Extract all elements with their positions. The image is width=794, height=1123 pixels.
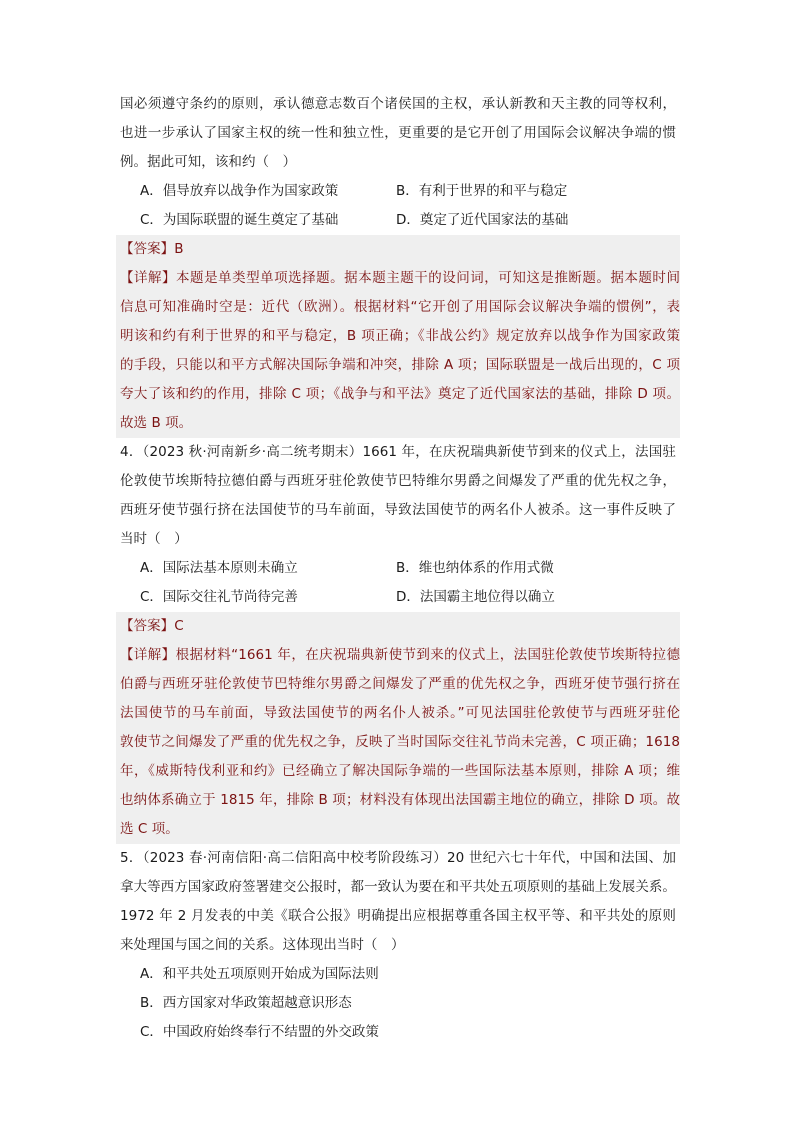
question-4-stem bbox=[120, 438, 676, 554]
stem-line: 国必须遵守条约的原则，承认德意志数百个诸侯国的主权，承认新教和天主教的同等权利， bbox=[120, 96, 676, 112]
detail-line: 【详解】根据材料“1661 年，在庆祝瑞典新使节到来的仪式上，法国驻伦敦使节埃斯特拉德 bbox=[120, 647, 680, 663]
answer-label: 【答案】B bbox=[120, 241, 184, 257]
detail-line: 年，《威斯特伐利亚和约》已经确立了解决国际争端的一些国际法基本原则，排除 A 项；维 bbox=[120, 763, 680, 779]
detail-line: 夸大了该和约的作用，排除 C 项；《战争与和平法》奠定了近代国家法的基础，排除 D 项。 bbox=[120, 386, 680, 402]
detail-line: 【详解】本题是单类型单项选择题。据本题主题干的设问词，可知这是推断题。据本题时间 bbox=[120, 270, 680, 286]
option-d: D．奠定了近代国家法的基础 bbox=[396, 212, 569, 228]
stem-line: 1972 年 2 月发表的中美《联合公报》明确提出应根据尊重各国主权平等、和平共处的原则 bbox=[120, 908, 676, 924]
detail-line: 法国使节的马车前面，导致法国使节的两名仆人被杀。”可见法国驻伦敦使节与西班牙驻伦 bbox=[120, 705, 680, 721]
stem-line: 来处理国与国之间的关系。这体现出当时（ ） bbox=[120, 937, 405, 953]
question-4-options-row-1 bbox=[120, 554, 676, 583]
option-b: B．西方国家对华政策超越意识形态 bbox=[140, 995, 352, 1011]
option-c: C．为国际联盟的诞生奠定了基础 bbox=[140, 212, 339, 228]
option-a: A．国际法基本原则未确立 bbox=[140, 560, 298, 576]
question-3-stem bbox=[120, 90, 676, 177]
detail-line: 敦使节之间爆发了严重的优先权之争，反映了当时国际交往礼节尚未完善，C 项正确；1618 bbox=[120, 734, 680, 750]
detail-line: 伯爵与西班牙驻伦敦使节巴特维尔男爵之间爆发了严重的优先权之争，西班牙使节强行挤在 bbox=[120, 676, 680, 692]
document-page bbox=[120, 90, 680, 1047]
detail-line: 也纳体系确立于 1815 年，排除 B 项；材料没有体现出法国霸主地位的确立，排除 D 项。故 bbox=[120, 792, 680, 808]
option-c: C．中国政府始终奉行不结盟的外交政策 bbox=[140, 1024, 379, 1040]
question-4-options-row-2 bbox=[120, 583, 676, 612]
question-4-answer-box bbox=[116, 612, 680, 844]
question-5-stem bbox=[120, 844, 676, 960]
answer-label: 【答案】C bbox=[120, 618, 184, 634]
option-b: B．维也纳体系的作用式微 bbox=[396, 560, 554, 576]
stem-line: 西班牙使节强行挤在法国使节的马车前面，导致法国使节的两名仆人被杀。这一事件反映了 bbox=[120, 502, 676, 518]
option-a: A．和平共处五项原则开始成为国际法则 bbox=[140, 966, 379, 982]
stem-line: 4．（2023 秋·河南新乡·高二统考期末）1661 年，在庆祝瑞典新使节到来的仪式上，法国驻 bbox=[120, 444, 676, 460]
option-a: A．倡导放弃以战争作为国家政策 bbox=[140, 183, 339, 199]
detail-line: 选 C 项。 bbox=[120, 821, 179, 837]
detail-line: 的手段，只能以和平方式解决国际争端和冲突，排除 A 项；国际联盟是一战后出现的，C 项 bbox=[120, 357, 680, 373]
option-d: D．法国霸主地位得以确立 bbox=[396, 589, 555, 605]
stem-line: 也进一步承认了国家主权的统一性和独立性，更重要的是它开创了用国际会议解决争端的惯 bbox=[120, 125, 676, 141]
option-b: B．有利于世界的和平与稳定 bbox=[396, 183, 568, 199]
stem-line: 例。据此可知，该和约（ ） bbox=[120, 154, 297, 170]
stem-line: 5．（2023 春·河南信阳·高二信阳高中校考阶段练习）20 世纪六七十年代，中国和法国、加 bbox=[120, 850, 676, 866]
detail-line: 故选 B 项。 bbox=[120, 415, 193, 431]
question-3-options-row-2 bbox=[120, 206, 676, 235]
stem-line: 伦敦使节埃斯特拉德伯爵与西班牙驻伦敦使节巴特维尔男爵之间爆发了严重的优先权之争， bbox=[120, 473, 676, 489]
question-3-options-row-1 bbox=[120, 177, 676, 206]
stem-line: 当时（ ） bbox=[120, 531, 188, 547]
detail-line: 信息可知准确时空是：近代（欧洲）。根据材料“它开创了用国际会议解决争端的惯例”，表 bbox=[120, 299, 680, 315]
detail-line: 明该和约有利于世界的和平与稳定，B 项正确；《非战公约》规定放弃以战争作为国家政策 bbox=[120, 328, 680, 344]
stem-line: 拿大等西方国家政府签署建交公报时，都一致认为要在和平共处五项原则的基础上发展关系。 bbox=[120, 879, 676, 895]
option-c: C．国际交往礼节尚待完善 bbox=[140, 589, 298, 605]
question-3-answer-box bbox=[116, 235, 680, 438]
